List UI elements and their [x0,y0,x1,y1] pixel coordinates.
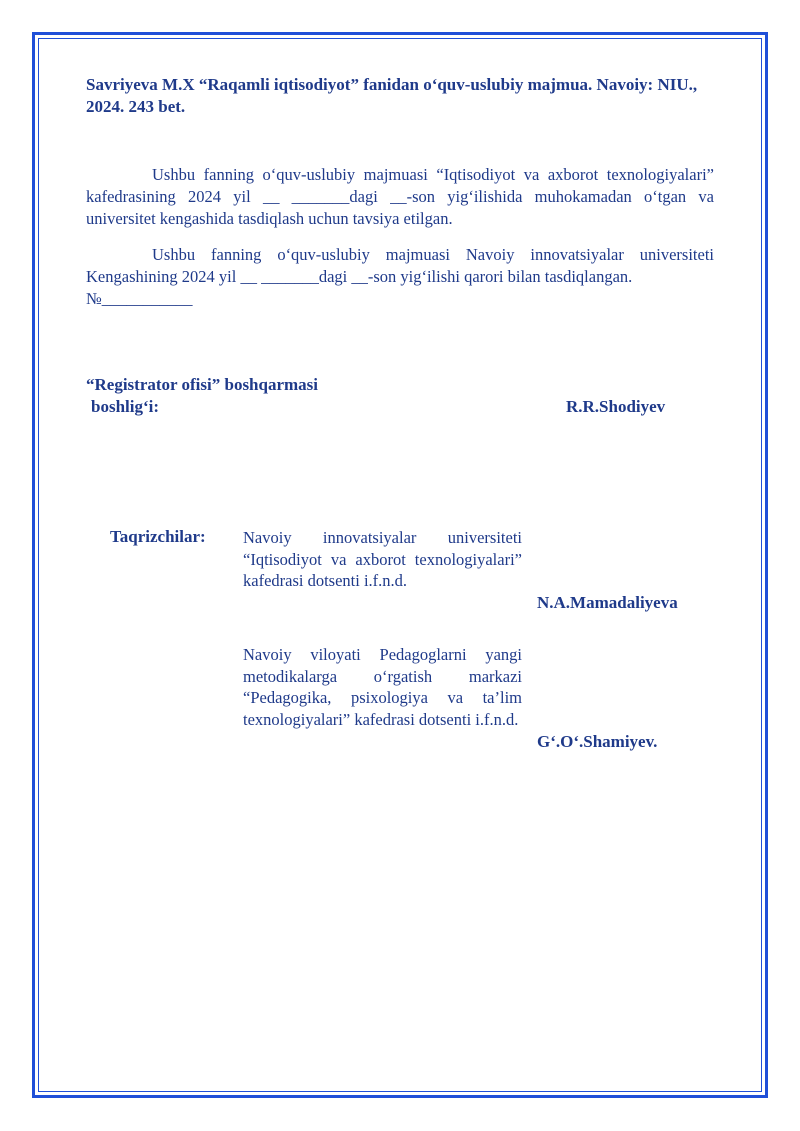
reviewer-1-name: N.A.Mamadaliyeva [537,593,678,612]
registrar-title-line1: “Registrator ofisi” boshqarmasi [86,375,319,394]
registrar-name: R.R.Shodiyev [566,397,666,416]
bibliographic-title: Savriyeva M.X “Raqamli iqtisodiyot” fanidan o‘quv-uslubiy majmua. Navoiy: NIU., 2024. 243 bet. [86,75,698,116]
reviewer-2-name: G‘.O‘.Shamiyev. [537,732,658,751]
approval-paragraph-department: Ushbu fanning o‘quv-uslubiy majmuasi “Iqtisodiyot va axborot texnologiyalari” kafedrasining 2024 yil __ _______dagi __-son yig‘ilishida muhokamadan o‘tgan va universitet kengashida tasdiqlash uchun tavsiya etilgan. [86,165,714,228]
registrar-signature-block [86,374,714,418]
approval-paragraph-council: Ushbu fanning o‘quv-uslubiy majmuasi Navoiy innovatsiyalar universiteti Kengashining 2024 yil __ _______dagi __-son yig‘ilishi qarori bilan tasdiqlangan. [86,245,714,286]
registrar-title-line2: boshlig‘i: [91,397,160,416]
document-body [86,74,714,310]
registration-number-line: №___________ [86,289,193,308]
reviewers-label: Taqrizchilar: [110,527,206,546]
reviewer-1-position: Navoiy innovatsiyalar universiteti “Iqtisodiyot va axborot texnologiyalari” kafedrasi dotsenti i.f.n.d. [243,528,522,590]
reviewer-2-position: Navoiy viloyati Pedagoglarni yangi metodikalarga o‘rgatish markazi “Pedagogika, psixologiya va ta’lim texnologiyalari” kafedrasi dotsenti i.f.n.d. [243,645,522,729]
